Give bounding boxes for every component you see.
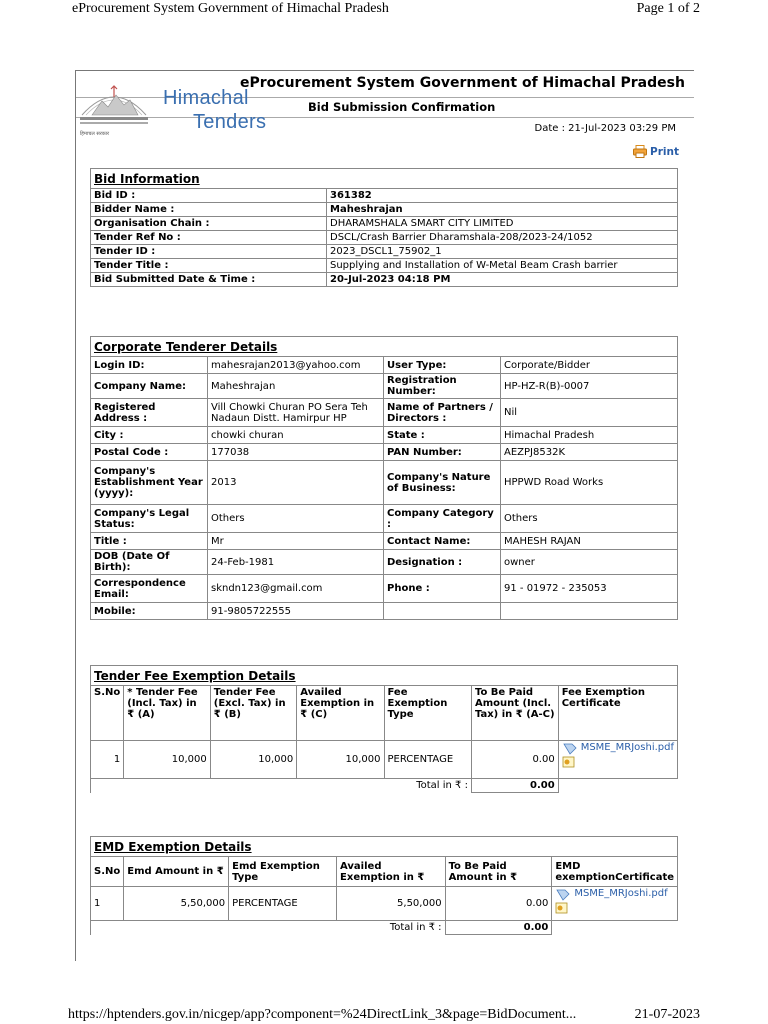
tender-fee-total-label: Total in ₹ :	[91, 779, 472, 793]
field-value: Others	[501, 505, 678, 533]
table-cell: PERCENTAGE	[384, 741, 471, 779]
corporate-row	[91, 444, 678, 461]
printer-icon	[633, 145, 647, 158]
field-label: Tender Title :	[91, 259, 327, 273]
confirmation-title: Bid Submission Confirmation	[308, 100, 496, 114]
corporate-row	[91, 550, 678, 575]
field-label: Login ID:	[91, 357, 208, 374]
table-cell: 1	[91, 887, 124, 921]
system-title: eProcurement System Government of Himachal Pradesh	[240, 75, 685, 91]
field-value: Maheshrajan	[208, 374, 384, 399]
field-label	[384, 603, 501, 620]
column-header: EMD exemptionCertificate	[552, 857, 678, 887]
field-label: Tender ID :	[91, 245, 327, 259]
field-label: Company Category :	[384, 505, 501, 533]
table-cell: PERCENTAGE	[229, 887, 337, 921]
field-label: Bidder Name :	[91, 203, 327, 217]
field-value: Vill Chowki Churan PO Sera Teh Nadaun Distt. Hamirpur HP	[208, 399, 384, 427]
column-header: Availed Exemption in ₹ (C)	[297, 686, 384, 741]
bid-info-row	[91, 217, 678, 231]
bid-information-table	[90, 168, 678, 287]
column-header: Tender Fee (Excl. Tax) in ₹ (B)	[210, 686, 297, 741]
field-label: User Type:	[384, 357, 501, 374]
field-value: Maheshrajan	[327, 203, 678, 217]
field-label: Company's Legal Status:	[91, 505, 208, 533]
column-header: S.No	[91, 857, 124, 887]
bid-info-row	[91, 259, 678, 273]
table-cell: 5,50,000	[337, 887, 446, 921]
field-value: 361382	[327, 189, 678, 203]
field-value: chowki churan	[208, 427, 384, 444]
table-cell: 10,000	[210, 741, 297, 779]
field-label: Name of Partners / Directors :	[384, 399, 501, 427]
column-header: S.No	[91, 686, 124, 741]
emd-total-label: Total in ₹ :	[91, 921, 446, 935]
corporate-row	[91, 374, 678, 399]
corporate-row	[91, 427, 678, 444]
field-value: 24-Feb-1981	[208, 550, 384, 575]
field-label: Correspondence Email:	[91, 575, 208, 603]
field-value: skndn123@gmail.com	[208, 575, 384, 603]
print-footer-url: https://hptenders.gov.in/nicgep/app?component=%24DirectLink_3&page=BidDocument...	[68, 1007, 577, 1022]
print-footer-date: 21-07-2023	[634, 1007, 700, 1022]
logo-line-2: Tenders	[193, 111, 267, 133]
tender-fee-total-value: 0.00	[471, 779, 558, 793]
print-header-page: Page 1 of 2	[636, 1, 700, 16]
field-label: Tender Ref No :	[91, 231, 327, 245]
field-label: State :	[384, 427, 501, 444]
field-label: Postal Code :	[91, 444, 208, 461]
print-button[interactable]	[633, 145, 679, 158]
emd-table	[90, 836, 678, 935]
field-label: Phone :	[384, 575, 501, 603]
print-label: Print	[650, 145, 679, 158]
field-label: DOB (Date Of Birth):	[91, 550, 208, 575]
corporate-row	[91, 357, 678, 374]
corporate-row	[91, 533, 678, 550]
field-value: 91 - 01972 - 235053	[501, 575, 678, 603]
corporate-row	[91, 575, 678, 603]
emd-exemption-certificate	[552, 887, 678, 921]
bid-info-row	[91, 245, 678, 259]
column-header: To Be Paid Amount (Incl. Tax) in ₹ (A-C)	[471, 686, 558, 741]
field-value: mahesrajan2013@yahoo.com	[208, 357, 384, 374]
table-cell: 0.00	[445, 887, 552, 921]
certificate-link[interactable]: MSME_MRJoshi.pdf	[580, 742, 674, 753]
logo-tagline: हिमाचल सरकार	[80, 131, 109, 137]
field-label: PAN Number:	[384, 444, 501, 461]
field-value: Mr	[208, 533, 384, 550]
field-value: DHARAMSHALA SMART CITY LIMITED	[327, 217, 678, 231]
tender-fee-table	[90, 665, 678, 793]
bid-information-heading: Bid Information	[91, 169, 678, 189]
column-header: Availed Exemption in ₹	[337, 857, 446, 887]
bid-info-row	[91, 203, 678, 217]
field-value: 2023_DSCL1_75902_1	[327, 245, 678, 259]
field-value: AEZPJ8532K	[501, 444, 678, 461]
field-value: 2013	[208, 461, 384, 505]
corporate-details-heading: Corporate Tenderer Details	[91, 337, 678, 357]
field-value: MAHESH RAJAN	[501, 533, 678, 550]
print-header-title: eProcurement System Government of Himachal Pradesh	[72, 1, 389, 16]
field-label: Organisation Chain :	[91, 217, 327, 231]
certificate-link[interactable]: MSME_MRJoshi.pdf	[574, 888, 668, 899]
field-value: Himachal Pradesh	[501, 427, 678, 444]
corporate-row	[91, 399, 678, 427]
certificate-icon	[562, 742, 578, 768]
tender-fee-heading: Tender Fee Exemption Details	[91, 666, 678, 686]
column-header: Fee Exemption Certificate	[558, 686, 677, 741]
emd-total-value: 0.00	[445, 921, 552, 935]
field-label: Registered Address :	[91, 399, 208, 427]
field-label: Company's Establishment Year (yyyy):	[91, 461, 208, 505]
table-cell: 10,000	[124, 741, 211, 779]
logo-line-1: Himachal	[163, 87, 249, 109]
column-header: Fee Exemption Type	[384, 686, 471, 741]
table-cell: 0.00	[471, 741, 558, 779]
field-value: HP-HZ-R(B)-0007	[501, 374, 678, 399]
column-header: To Be Paid Amount in ₹	[445, 857, 552, 887]
column-header: * Tender Fee (Incl. Tax) in ₹ (A)	[124, 686, 211, 741]
table-cell: 10,000	[297, 741, 384, 779]
himachal-tenders-logo	[78, 81, 267, 137]
corporate-row	[91, 603, 678, 620]
field-label: Registration Number:	[384, 374, 501, 399]
field-label: Mobile:	[91, 603, 208, 620]
mountain-emblem-icon	[78, 81, 150, 129]
corporate-details-table	[90, 336, 678, 620]
corporate-row	[91, 461, 678, 505]
field-value	[501, 603, 678, 620]
fee-exemption-certificate	[558, 741, 677, 779]
field-value: DSCL/Crash Barrier Dharamshala-208/2023-24/1052	[327, 231, 678, 245]
field-label: Contact Name:	[384, 533, 501, 550]
corporate-row	[91, 505, 678, 533]
emd-heading: EMD Exemption Details	[91, 837, 678, 857]
field-label: City :	[91, 427, 208, 444]
bid-info-row	[91, 231, 678, 245]
bid-info-row	[91, 189, 678, 203]
field-value: Supplying and Installation of W-Metal Beam Crash barrier	[327, 259, 678, 273]
field-label: Company's Nature of Business:	[384, 461, 501, 505]
column-header: Emd Amount in ₹	[124, 857, 229, 887]
field-value: 177038	[208, 444, 384, 461]
table-cell: 1	[91, 741, 124, 779]
field-value: 20-Jul-2023 04:18 PM	[327, 273, 678, 287]
column-header: Emd Exemption Type	[229, 857, 337, 887]
table-cell: 5,50,000	[124, 887, 229, 921]
field-value: 91-9805722555	[208, 603, 384, 620]
certificate-icon	[555, 888, 571, 914]
field-value: Corporate/Bidder	[501, 357, 678, 374]
field-value: HPPWD Road Works	[501, 461, 678, 505]
field-label: Bid ID :	[91, 189, 327, 203]
bid-info-row	[91, 273, 678, 287]
field-value: Nil	[501, 399, 678, 427]
report-date: Date : 21-Jul-2023 03:29 PM	[534, 123, 676, 134]
field-value: Others	[208, 505, 384, 533]
field-label: Designation :	[384, 550, 501, 575]
field-label: Bid Submitted Date & Time :	[91, 273, 327, 287]
field-value: owner	[501, 550, 678, 575]
field-label: Company Name:	[91, 374, 208, 399]
field-label: Title :	[91, 533, 208, 550]
